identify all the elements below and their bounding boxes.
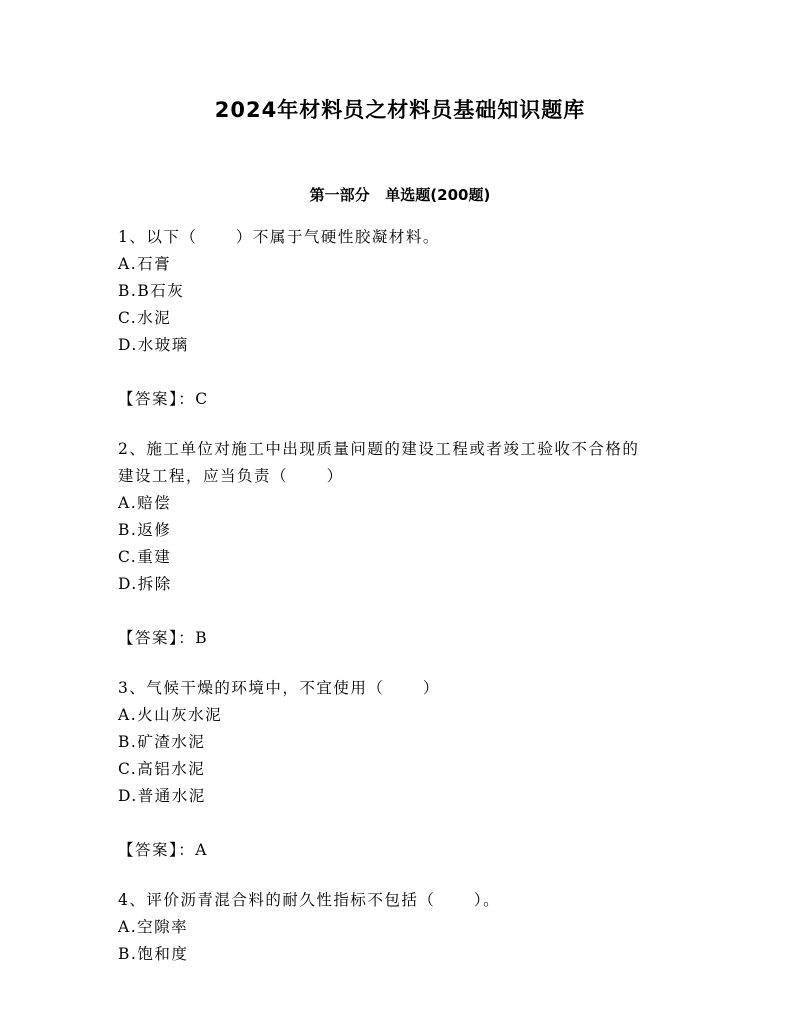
option-b: B.返修 bbox=[118, 521, 172, 539]
document-title: 2024年材料员之材料员基础知识题库 bbox=[214, 98, 586, 122]
option-b: B.矿渣水泥 bbox=[118, 733, 206, 751]
option-d: D.水玻璃 bbox=[118, 336, 189, 354]
option-d: D.普通水泥 bbox=[118, 787, 206, 805]
question-1 bbox=[118, 224, 688, 436]
option-c: C.高铝水泥 bbox=[118, 760, 206, 778]
option-c: C.重建 bbox=[118, 548, 172, 566]
option-a: A.石膏 bbox=[118, 255, 172, 273]
option-c: C.水泥 bbox=[118, 309, 172, 327]
section-heading: 第一部分 单选题(200题) bbox=[309, 186, 491, 204]
question-text: 3、气候干燥的环境中，不宜使用（ ） bbox=[118, 679, 440, 697]
option-b: B.饱和度 bbox=[118, 945, 189, 963]
question-text: 1、以下（ ）不属于气硬性胶凝材料。 bbox=[118, 228, 440, 246]
answer: 【答案】：B bbox=[118, 629, 209, 647]
option-d: D.拆除 bbox=[118, 575, 172, 593]
question-text-continued: 建设工程，应当负责（ ） bbox=[118, 467, 344, 485]
option-a: A.赔偿 bbox=[118, 494, 172, 512]
question-4 bbox=[118, 887, 688, 968]
question-list bbox=[118, 224, 688, 968]
option-b: B.B石灰 bbox=[118, 282, 185, 300]
question-text: 2、施工单位对施工中出现质量问题的建设工程或者竣工验收不合格的 bbox=[118, 440, 640, 458]
answer: 【答案】：A bbox=[118, 841, 208, 859]
question-2 bbox=[118, 436, 688, 675]
answer: 【答案】：C bbox=[118, 390, 209, 408]
question-3 bbox=[118, 675, 688, 887]
option-a: A.空隙率 bbox=[118, 918, 189, 936]
option-a: A.火山灰水泥 bbox=[118, 706, 223, 724]
question-text: 4、评价沥青混合料的耐久性指标不包括（ ）。 bbox=[118, 891, 501, 909]
